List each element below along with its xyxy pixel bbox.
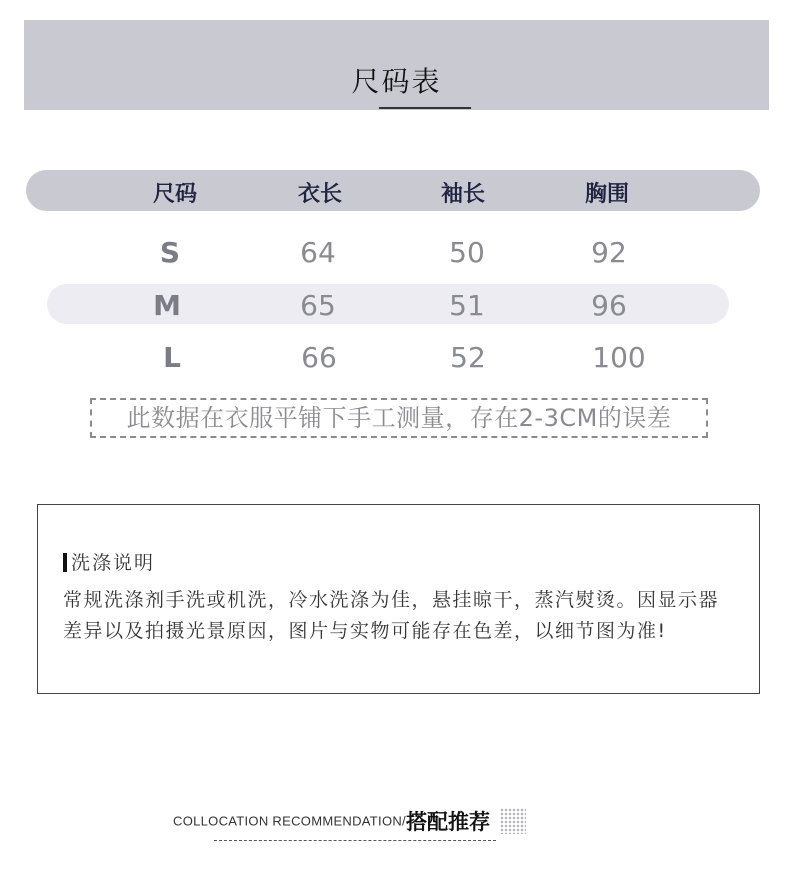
chest-value: 92 (591, 236, 627, 269)
sleeve-value: 52 (450, 341, 486, 374)
length-value: 64 (300, 236, 336, 269)
table-row (0, 335, 790, 379)
sleeve-value: 50 (449, 236, 485, 269)
size-value: L (163, 341, 181, 374)
care-heading (63, 548, 155, 575)
collocation-heading (173, 806, 526, 836)
chest-value: 100 (592, 341, 646, 374)
care-instructions-box (37, 504, 760, 694)
table-row (0, 283, 790, 327)
size-value: M (153, 289, 181, 322)
sleeve-value: 51 (449, 289, 485, 322)
table-row (0, 230, 790, 274)
chest-value: 96 (591, 289, 627, 322)
header-length: 衣长 (297, 182, 342, 207)
title-underline (379, 107, 471, 109)
collocation-underline (214, 840, 496, 841)
header-sleeve: 袖长 (440, 182, 485, 207)
length-value: 66 (301, 341, 337, 374)
heading-bar-icon (63, 553, 67, 572)
page-title: 尺码表 (351, 65, 442, 98)
header-size: 尺码 (152, 182, 197, 207)
title-banner (24, 20, 769, 110)
measurement-note: 此数据在衣服平铺下手工测量，存在2-3CM的误差 (90, 398, 708, 438)
header-chest: 胸围 (584, 182, 629, 207)
size-value: S (159, 236, 181, 269)
care-text: 常规洗涤剂手洗或机洗，冷水洗涤为佳，悬挂晾干，蒸汽熨烫。因显示器差异以及拍摄光景原因，图片与实物可能存在色差，以细节图为准! (63, 589, 720, 642)
dot-grid-icon (500, 808, 526, 834)
size-table-header (26, 170, 760, 211)
care-heading-label: 洗涤说明 (71, 552, 156, 574)
collocation-chinese: 搭配推荐 (405, 810, 490, 834)
length-value: 65 (300, 289, 336, 322)
collocation-english: COLLOCATION RECOMMENDATION/ (173, 813, 406, 829)
